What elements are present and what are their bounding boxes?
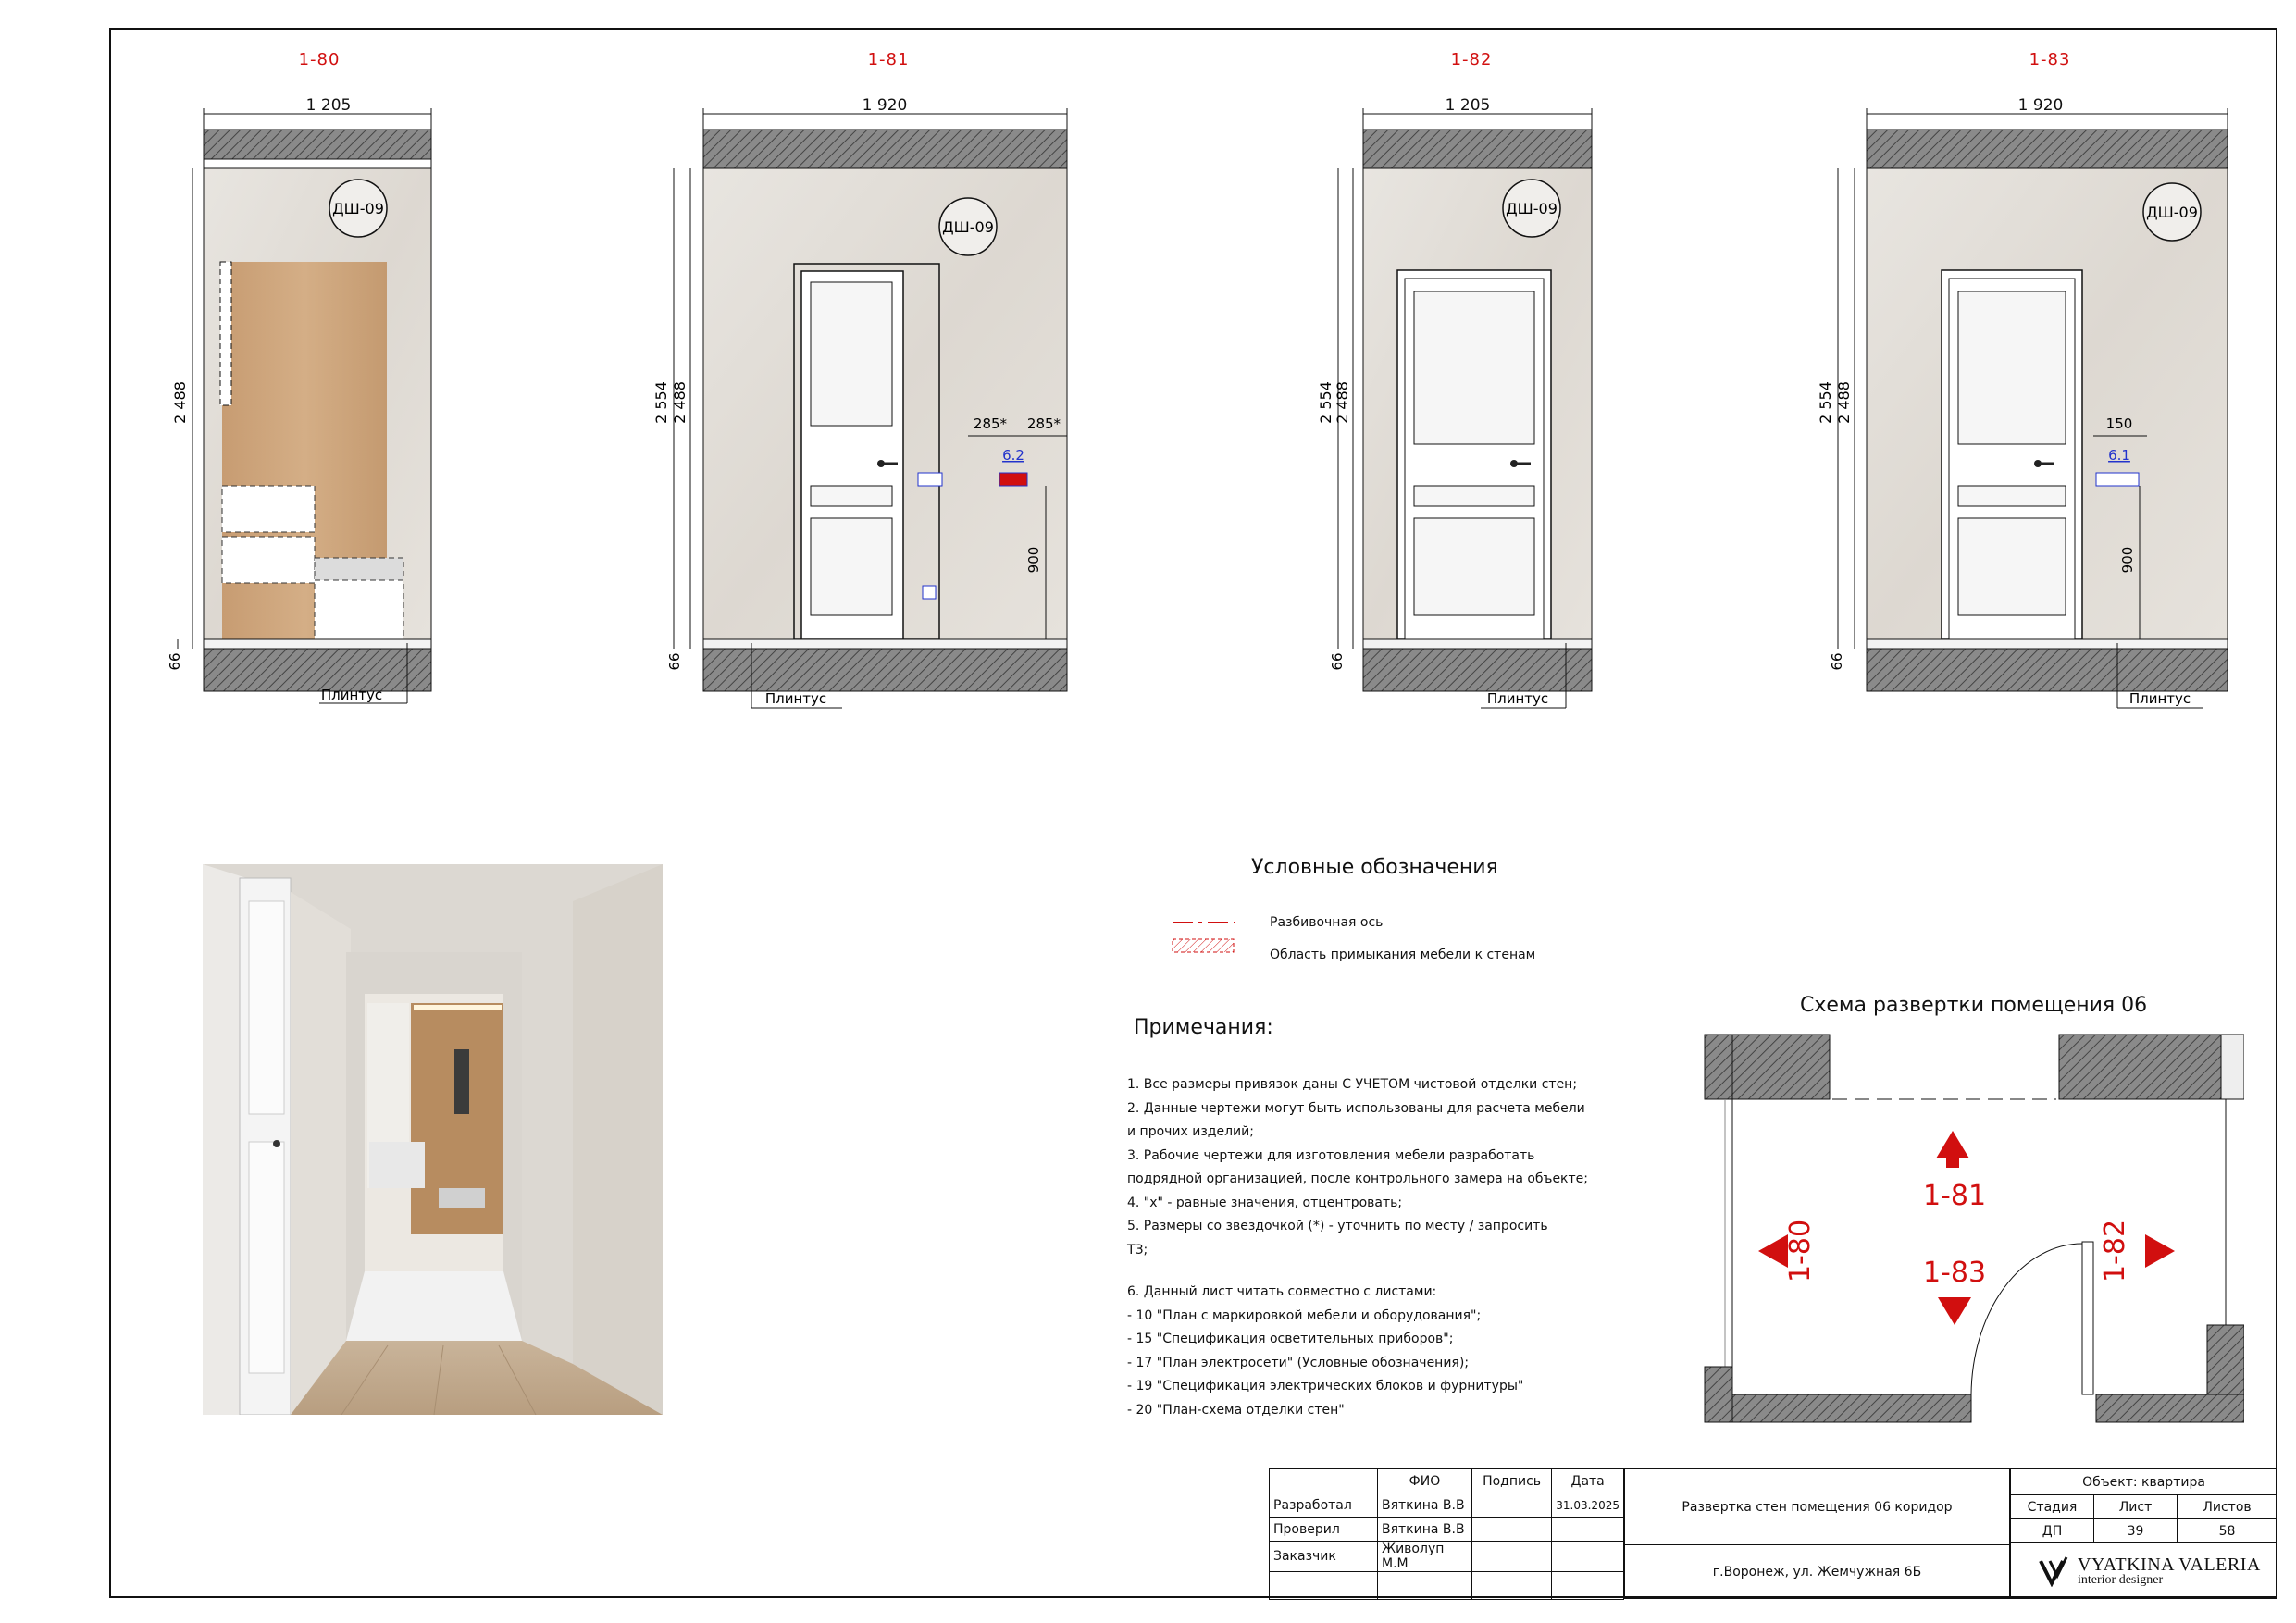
sheets-header: Листов	[2178, 1495, 2277, 1519]
tag-label: ДШ-09	[1506, 200, 1558, 217]
elevation-code-1-81: 1-81	[867, 50, 910, 69]
notes-title: Примечания:	[1134, 1016, 1273, 1039]
socket-height: 900	[1025, 546, 1042, 574]
note-line: и прочих изделий;	[1127, 1124, 1254, 1139]
note-line: 3. Рабочие чертежи для изготовления мебели разработать	[1127, 1147, 1535, 1163]
sign-header: Подпись	[1471, 1469, 1551, 1493]
date-developer: 31.03.2025	[1552, 1493, 1624, 1518]
socket-height: 900	[2119, 546, 2136, 574]
note-line: - 10 "План с маркировкой мебели и оборудования";	[1127, 1307, 1482, 1323]
interior-render-image	[203, 864, 663, 1415]
elevation-code-1-82: 1-82	[1450, 50, 1493, 69]
name-customer: Живолуп М.М	[1378, 1542, 1472, 1572]
height-inner-label: 2 488	[1835, 381, 1853, 424]
note-line: - 19 "Спецификация электрических блоков и фурнитуры"	[1127, 1379, 1524, 1394]
notes-list	[1127, 1073, 1627, 1422]
note-line: 5. Размеры со звездочкой (*) - уточнить по месту / запросить	[1127, 1219, 1548, 1233]
height-full-label: 2 554	[1317, 381, 1334, 424]
note-line: - 15 "Спецификация осветительных приборов";	[1127, 1332, 1454, 1346]
brand-cell	[2011, 1543, 2277, 1599]
role-customer: Заказчик	[1270, 1542, 1378, 1572]
sheets-value: 58	[2178, 1519, 2277, 1543]
height-inner-label: 2 488	[671, 381, 689, 424]
width-label: 1 920	[862, 96, 908, 115]
plinth-label: Плинтус	[2128, 690, 2191, 707]
note-line: 2. Данные чертежи могут быть использованы для расчета мебели	[1127, 1100, 1585, 1116]
height-full-label: 2 554	[652, 381, 670, 424]
stage-table	[2010, 1468, 2277, 1599]
note-line: - 17 "План электросети" (Условные обозначения);	[1127, 1355, 1470, 1370]
dim-b: 285*	[1026, 415, 1061, 432]
plinth-label: Плинтус	[320, 687, 383, 703]
role-developer: Разработал	[1270, 1493, 1378, 1518]
elevation-code-1-83: 1-83	[2029, 50, 2071, 69]
name-developer: Вяткина В.В	[1378, 1493, 1472, 1518]
fio-header: ФИО	[1378, 1469, 1472, 1493]
height-inner-label: 2 488	[1334, 381, 1351, 424]
note-line: 4. "х" - равные значения, отцентровать;	[1127, 1195, 1403, 1210]
tag-label: ДШ-09	[2146, 204, 2198, 221]
width-label: 1 920	[2017, 96, 2064, 115]
brand-name: VYATKINA VALERIA	[2078, 1554, 2261, 1575]
room-scheme	[1703, 1029, 2244, 1429]
dim-a: 285*	[973, 415, 1008, 432]
plinth-label: Плинтус	[764, 690, 827, 707]
scheme-arrow-1-82: 1-82	[2099, 1219, 2131, 1283]
address: г.Воронеж, ул. Жемчужная 6Б	[1625, 1545, 2010, 1599]
note-line: подрядной организацией, после контрольного замера на объекте;	[1127, 1171, 1588, 1186]
note-line	[1127, 1262, 1627, 1281]
height-full-label: 2 554	[1817, 381, 1834, 424]
scheme-arrow-1-83: 1-83	[1922, 1257, 1987, 1289]
legend-item-furniture-area: Область примыкания мебели к стенам	[1270, 948, 1536, 962]
sheet-info-table	[1624, 1468, 2010, 1599]
elevation-1-83	[1805, 97, 2249, 717]
plinth-label: Плинтус	[1486, 690, 1549, 707]
stage-header: Стадия	[2011, 1495, 2094, 1519]
brand-logo-icon	[2039, 1555, 2070, 1587]
brand-subtitle: interior designer	[2078, 1572, 2164, 1587]
elevation-1-82	[1305, 97, 1601, 717]
sheet-title: Развертка стен помещения 06 коридор	[1625, 1469, 2010, 1545]
scheme-arrow-1-80: 1-80	[1784, 1219, 1817, 1283]
elevation-1-81	[648, 97, 1092, 717]
elevation-code-1-80: 1-80	[298, 50, 341, 69]
object-label: Объект: квартира	[2011, 1469, 2277, 1495]
plinth-dim: 66	[666, 652, 683, 671]
stage-value: ДП	[2011, 1519, 2094, 1543]
legend-title: Условные обозначения	[1251, 856, 1498, 879]
scheme-arrow-1-81: 1-81	[1922, 1180, 1987, 1212]
plinth-dim: 66	[167, 652, 183, 671]
width-label: 1 205	[1445, 96, 1491, 115]
legend-symbols	[1171, 911, 1245, 958]
sheet-value: 39	[2094, 1519, 2178, 1543]
note-line: ТЗ;	[1127, 1242, 1148, 1258]
tag-label: ДШ-09	[942, 218, 994, 236]
legend-item-axis: Разбивочная ось	[1270, 915, 1384, 930]
date-header: Дата	[1552, 1469, 1624, 1493]
elevation-1-80	[157, 97, 453, 717]
tag-label: ДШ-09	[332, 200, 384, 217]
height-inner-label: 2 488	[171, 381, 189, 424]
socket-tag: 6.2	[1002, 447, 1024, 464]
role-checker: Проверил	[1270, 1518, 1378, 1542]
name-checker: Вяткина В.В	[1378, 1518, 1472, 1542]
plinth-dim: 66	[1329, 652, 1346, 671]
dim-a: 150	[2105, 415, 2133, 432]
signature-table	[1269, 1468, 1624, 1600]
scheme-title: Схема развертки помещения 06	[1800, 994, 2148, 1017]
note-line: 6. Данный лист читать совместно с листами:	[1127, 1284, 1437, 1299]
socket-tag: 6.1	[2108, 447, 2130, 464]
plinth-dim: 66	[1829, 652, 1845, 671]
title-block	[1269, 1468, 2277, 1598]
width-label: 1 205	[305, 96, 352, 115]
sheet-header: Лист	[2094, 1495, 2178, 1519]
note-line: 1. Все размеры привязок даны С УЧЕТОМ чистовой отделки стен;	[1127, 1077, 1578, 1092]
note-line: - 20 "План-схема отделки стен"	[1127, 1402, 1345, 1418]
